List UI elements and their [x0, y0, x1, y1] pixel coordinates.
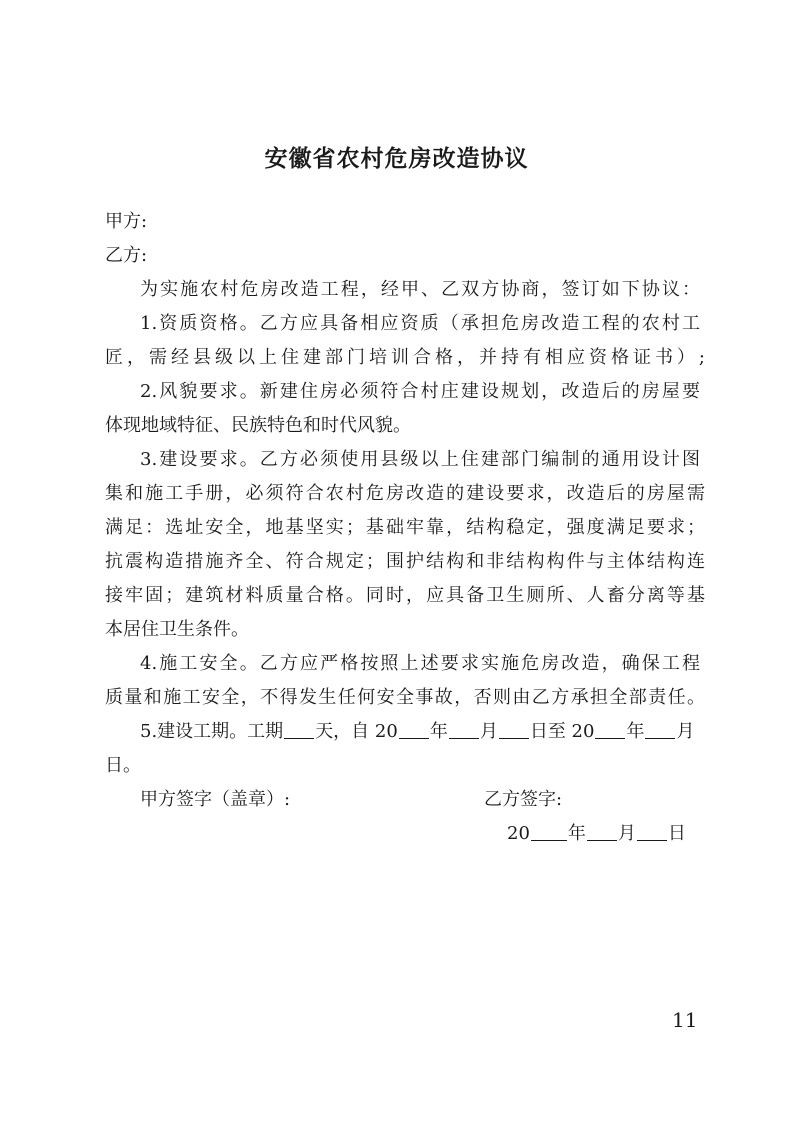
party-b-signature-label: 乙方签字: — [484, 789, 563, 810]
clause4-line: 4.施工安全。乙方应严格按照上述要求实施危房改造，确保工程 — [140, 653, 700, 674]
clause3-line: 满足：选址安全，地基坚实；基础牢靠，结构稳定，强度满足要求； — [105, 517, 705, 538]
clause5-line — [140, 718, 700, 746]
clause5-end-month-text: 月 — [676, 721, 695, 742]
clause5-to-text: 日至 20 — [529, 721, 595, 742]
duration-days-blank[interactable] — [284, 720, 314, 739]
page-number: 11 — [672, 1008, 698, 1032]
party-a-signature-label: 甲方签字（盖章）: — [140, 789, 291, 810]
signature-date — [507, 820, 686, 848]
start-month-blank[interactable] — [449, 720, 479, 739]
sign-month-blank[interactable] — [587, 822, 617, 841]
sign-day-blank[interactable] — [637, 822, 667, 841]
clause3-line: 3.建设要求。乙方必须使用县级以上住建部门编制的通用设计图 — [140, 449, 700, 470]
sign-year-blank[interactable] — [531, 822, 567, 841]
clause3-line: 接牢固；建筑材料质量合格。同时，应具备卫生厕所、人畜分离等基 — [105, 585, 705, 606]
date-month-text: 月 — [617, 823, 636, 844]
date-day-text: 日 — [667, 823, 686, 844]
clause5-year-text: 年 — [429, 721, 448, 742]
date-year-text: 年 — [567, 823, 586, 844]
party-b-label: 乙方: — [105, 245, 148, 266]
clause3-line: 本居住卫生条件。 — [105, 619, 249, 640]
page-title: 安徽省农村危房改造协议 — [264, 145, 529, 172]
party-a-label: 甲方: — [105, 211, 148, 232]
clause1-line: 匠，需经县级以上住建部门培训合格，并持有相应资格证书）; — [105, 347, 705, 368]
start-day-blank[interactable] — [499, 720, 529, 739]
clause3-line: 抗震构造措施齐全、符合规定；围护结构和非结构构件与主体结构连 — [105, 551, 705, 572]
clause2-line: 体现地域特征、民族特色和时代风貌。 — [105, 415, 411, 436]
clause5-end-line: 日。 — [105, 755, 141, 776]
end-year-blank[interactable] — [595, 720, 625, 739]
clause5-from-text: 天，自 20 — [315, 721, 398, 742]
clause5-end-year-text: 年 — [626, 721, 645, 742]
end-month-blank[interactable] — [645, 720, 675, 739]
clause1-line: 1.资质资格。乙方应具备相应资质（承担危房改造工程的农村工 — [140, 313, 700, 334]
date-prefix: 20 — [507, 823, 530, 844]
clause4-line: 质量和施工安全，不得发生任何安全事故，否则由乙方承担全部责任。 — [105, 687, 705, 708]
intro-paragraph: 为实施农村危房改造工程，经甲、乙双方协商，签订如下协议： — [140, 279, 700, 300]
clause5-month-text: 月 — [479, 721, 498, 742]
clause2-line: 2.风貌要求。新建住房必须符合村庄建设规划，改造后的房屋要 — [140, 381, 700, 402]
start-year-blank[interactable] — [399, 720, 429, 739]
clause5-label: 5.建设工期。工期 — [140, 721, 284, 742]
clause3-line: 集和施工手册，必须符合农村危房改造的建设要求，改造后的房屋需 — [105, 483, 705, 504]
